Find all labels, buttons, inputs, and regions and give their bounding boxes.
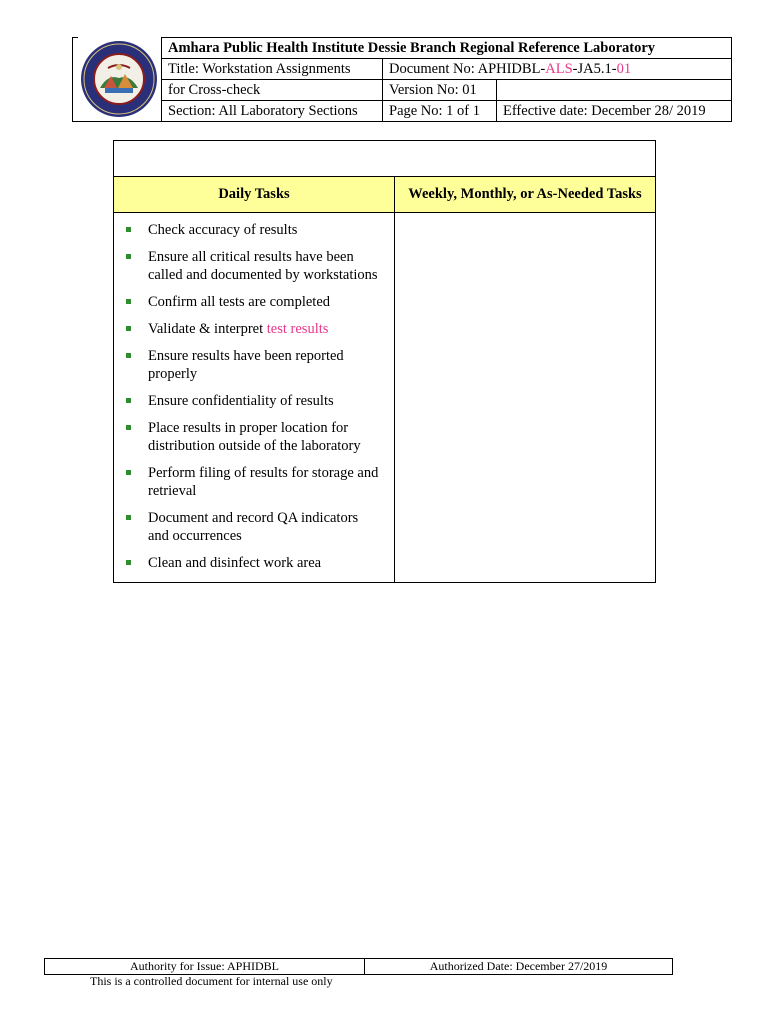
document-number: Document No: APHIDBL-ALS-JA5.1-01 [383, 59, 732, 80]
daily-task-text: Ensure all critical results have been called and documented by workstations [148, 249, 378, 283]
authorized-date: Authorized Date: December 27/2019 [365, 959, 673, 975]
doc-title-line2: for Cross-check [162, 80, 383, 101]
daily-task-text: Perform filing of results for storage and retrieval [148, 465, 379, 499]
blank-title-row [114, 141, 656, 177]
section-name: Section: All Laboratory Sections [162, 101, 383, 122]
daily-task-item [124, 392, 382, 410]
daily-task-highlight: test results [266, 321, 329, 337]
daily-task-item [124, 248, 382, 284]
daily-task-text: Ensure confidentiality of results [148, 393, 334, 409]
daily-task-text: Place results in proper location for distribution outside of the laboratory [148, 420, 361, 454]
version-number: Version No: 01 [383, 80, 497, 101]
bullet-icon [126, 470, 131, 475]
daily-task-item [124, 554, 382, 572]
institute-name: Amhara Public Health Institute Dessie Branch Regional Reference Laboratory [162, 38, 732, 59]
page-number: Page No: 1 of 1 [383, 101, 497, 122]
bullet-icon [126, 515, 131, 520]
periodic-tasks-cell [395, 213, 656, 583]
footer-table [44, 958, 673, 975]
periodic-tasks-header: Weekly, Monthly, or As-Needed Tasks [395, 177, 656, 213]
daily-tasks-header: Daily Tasks [114, 177, 395, 213]
institute-seal-logo [78, 38, 160, 120]
bullet-icon [126, 560, 131, 565]
daily-task-text: Confirm all tests are completed [148, 294, 331, 310]
daily-task-item [124, 509, 382, 545]
document-header-table [161, 37, 732, 122]
bullet-icon [126, 299, 131, 304]
authority-for-issue: Authority for Issue: APHIDBL [45, 959, 365, 975]
daily-task-text: Document and record QA indicators and occurrences [148, 510, 359, 544]
doc-title-line1: Title: Workstation Assignments [162, 59, 383, 80]
daily-task-text: Ensure results have been reported properly [148, 348, 344, 382]
bullet-icon [126, 254, 131, 259]
daily-task-text: Validate & interpret [148, 321, 267, 337]
daily-task-item [124, 221, 382, 239]
daily-task-item [124, 464, 382, 500]
tasks-header-row [114, 177, 656, 213]
daily-task-item [124, 347, 382, 383]
controlled-document-note: This is a controlled document for internal use only [90, 974, 333, 988]
daily-task-item [124, 419, 382, 455]
daily-task-item [124, 320, 382, 338]
daily-tasks-list [124, 221, 382, 572]
bullet-icon [126, 353, 131, 358]
tasks-table [113, 140, 656, 583]
daily-tasks-cell [114, 213, 395, 583]
bullet-icon [126, 425, 131, 430]
bullet-icon [126, 326, 131, 331]
effective-date: Effective date: December 28/ 2019 [497, 101, 732, 122]
daily-task-text: Clean and disinfect work area [148, 555, 322, 571]
daily-task-item [124, 293, 382, 311]
bullet-icon [126, 227, 131, 232]
bullet-icon [126, 398, 131, 403]
daily-task-text: Check accuracy of results [148, 222, 298, 238]
version-blank-cell [497, 80, 732, 101]
tasks-body-row [114, 213, 656, 583]
